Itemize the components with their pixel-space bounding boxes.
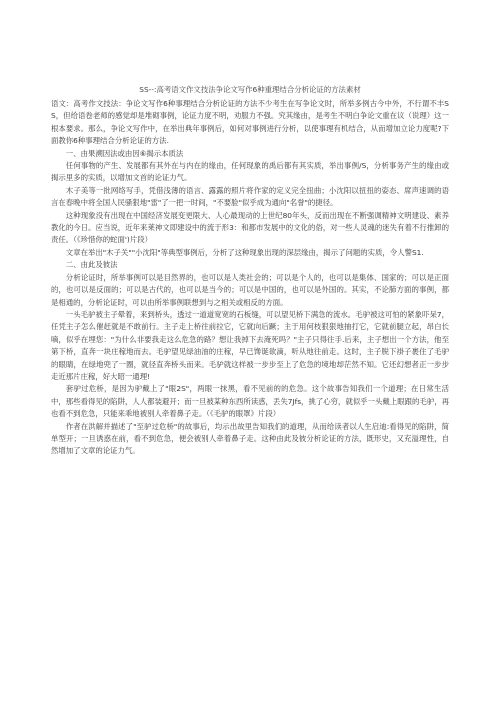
section-heading-1: 一、由果溯因法或由因⑥揭示本质法 [65,148,184,158]
body-paragraph: 套驴过危桥，是因为驴戴上了"眼2S"，两眼一抹黑，看不见前的的危急。这个故事告知我们一个道理；在日常生活中，那些看得见的陷阱，人人都装避开；而一旦被某种东西所读惑，丢失7Jfs，挑了心穷，就似乎一头戴上眼跟的毛驴，再也看不到危急，只能来乖地被别人牵着鼻子走。（《毛驴的眼罩》片段） [51,384,449,419]
section-heading-2: 二、由此及彼法 [65,260,118,270]
body-paragraph: 任何事物的产生、发展都有其外在与内在的缘由，任何现象的禹后都有其实质，举出事例/S，分析事务产生的缘由或揭示里多的实质，以增加文首的论证力气。 [51,161,449,183]
body-paragraph: 文章在举出"木子关""小沈阳"等典型事例后，分析了这种现象出现的深层缘由，揭示了问题的实质，令人警S1. [65,247,424,257]
body-paragraph: 一头毛驴被主子晕着，来到桥头，透过一道道宽宽的石板缝，可以望见桥下满急的流水。毛驴被这可怕的紧象吓呆7，任凭主子怎么催赶就是不敢前行。主子走上桥往前拉它，它就向后蹶；主于用何枝狠狠地抽打它，它就前腿立起，昂白长嘀，似乎在埋您："为什么非要我走这么危急的路？想让我掉下去淹死吗？"主子只得往手.后来，主子想出一个方法，他至第下桥，直奔一块庄稼地而去。毛驴望见绿油油的庄稼，早已馋诞欲滴，听从地往前走。这时，主子脱下褂子裹住了毛驴的眼睛，在绿地兜了一圈，就径直奔桥头而来。毛驴就这样被一步步至上了危急的境地却茫然不知。它还幻想者正一步步走近那片庄稼，好大昭一通理! [51,309,449,381]
intro-paragraph: 语文：高考作文技法：争论文写作6种事理结合分析论证的方法不少考生在写争论文时，所举多例古今中外，不行谓不丰SS，但给语卷老师的感觉却是堆砌事例，论证力度不明，劝服力不强。究其缘由，是考生不明白争论文重在议（说理）这一根本要求。那么，争论文写作中，在举出典年事例后，如何对事例进行分析，以使事理有机结合，从而增加立论力度呢?下面教你6种事理结合分析论证的方法. [51,99,449,146]
document-title: SS--:高考语文作文技法争论文写作6种重理结合分析论证的方法素材 [139,85,361,94]
body-paragraph: 分析论证时，所举事例可以是目然界的，也可以是人类社会的；可以是个人的，也可以是集体、国家的；可以是正面的，也可以是反面的；可以是古代的，也可以是当今的；可以是中国的，也可以是外国的。其实，不论肺方面的事例，都是相通的，分析论证时，可以由所举事例联想到与之相关或相反的方面。 [51,272,449,307]
body-paragraph: 这种现象没有出现在中国经济发展变更限大、人心最现动的上世纪80年头，反而出现在不断强调精神文明建设、素养教化的今日。应当说，近年来莱神文即建设中的流于形3：和都市发展中的文化的俗，对一些人灵魂的迷失有着不行推卸的责任。（《珍惜你的蛇面')片段） [51,210,449,245]
body-paragraph: 作者在洪解并描述了"至驴过危桥"的故事后，均示出故里告知我们的道理，从而给读者以人生启迪:看得见的陷阱，简单型开；一旦诱惑在前，看不到危急，便会被别人牵着鼻子走。这种由此及彼分析论证的方法，既形史，又充溢理性，自然增加了文章的论证力气。 [51,421,449,456]
body-paragraph: 木子美等一批网络写手，凭借浅薄的语言、露露的照片将作家的定义完全扭曲；小沈阳以扭扭的姿态、席声速调的语言在春晚中将全国人民骚狠地"雷"了一把一时间，"不要脸"似乎成为通向"名誉"的捷径。 [51,185,449,208]
